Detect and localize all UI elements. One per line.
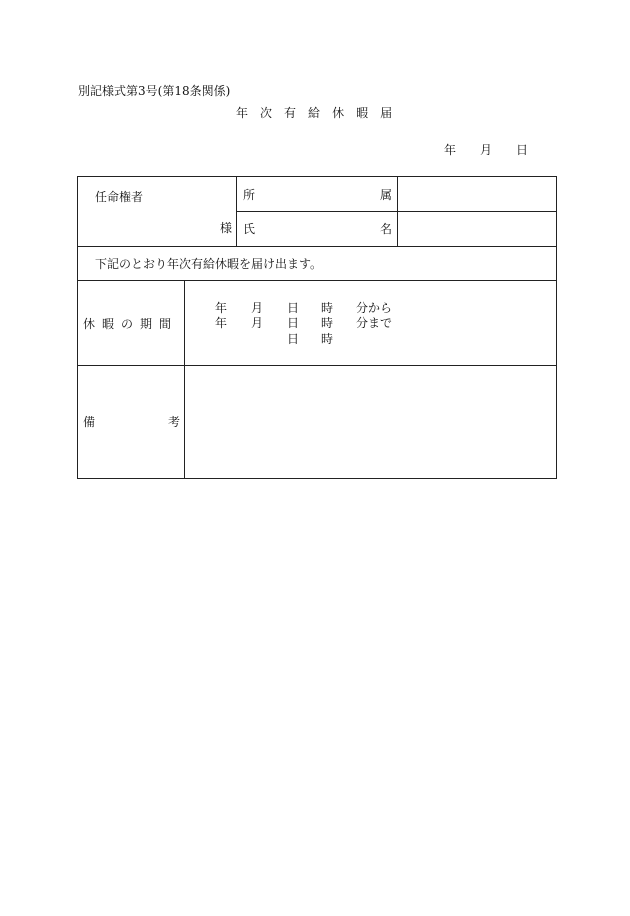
- affiliation-field[interactable]: [398, 177, 557, 211]
- period-total-hour: 時: [321, 332, 334, 346]
- recipient-honorific: 様: [220, 221, 233, 235]
- remarks-field[interactable]: [185, 366, 557, 478]
- affiliation-label-start: 所: [243, 188, 256, 202]
- divider: [78, 280, 557, 281]
- period-from-suffix: 分から: [356, 301, 393, 315]
- period-from-day: 日: [287, 301, 300, 315]
- period-to-hour: 時: [321, 316, 334, 330]
- divider: [78, 246, 557, 247]
- form-id: 別記様式第3号(第18条関係): [78, 84, 231, 98]
- remarks-label-end: 考: [168, 415, 181, 429]
- period-to-day: 日: [287, 316, 300, 330]
- name-label-start: 氏: [243, 222, 256, 236]
- period-to-month: 月: [251, 316, 264, 330]
- period-to-suffix: 分まで: [356, 316, 393, 330]
- remarks-label-start: 備: [83, 415, 96, 429]
- period-from-year: 年: [215, 301, 228, 315]
- period-from-hour: 時: [321, 301, 334, 315]
- recipient-label: 任命権者: [95, 190, 144, 204]
- name-field[interactable]: [398, 212, 557, 246]
- statement: 下記のとおり年次有給休暇を届け出ます。: [95, 257, 323, 271]
- period-label: 休 暇 の 期 間: [83, 317, 172, 331]
- divider: [236, 177, 237, 246]
- period-to-year: 年: [215, 316, 228, 330]
- name-label-end: 名: [380, 222, 393, 236]
- period-total-day: 日: [287, 332, 300, 346]
- affiliation-label-end: 属: [380, 188, 393, 202]
- period-from-month: 月: [251, 301, 264, 315]
- date-month: 月: [480, 143, 493, 157]
- document-title: 年 次 有 給 休 暇 届: [236, 106, 393, 120]
- date-day: 日: [516, 143, 529, 157]
- application-form: [77, 176, 557, 479]
- date-year: 年: [444, 143, 457, 157]
